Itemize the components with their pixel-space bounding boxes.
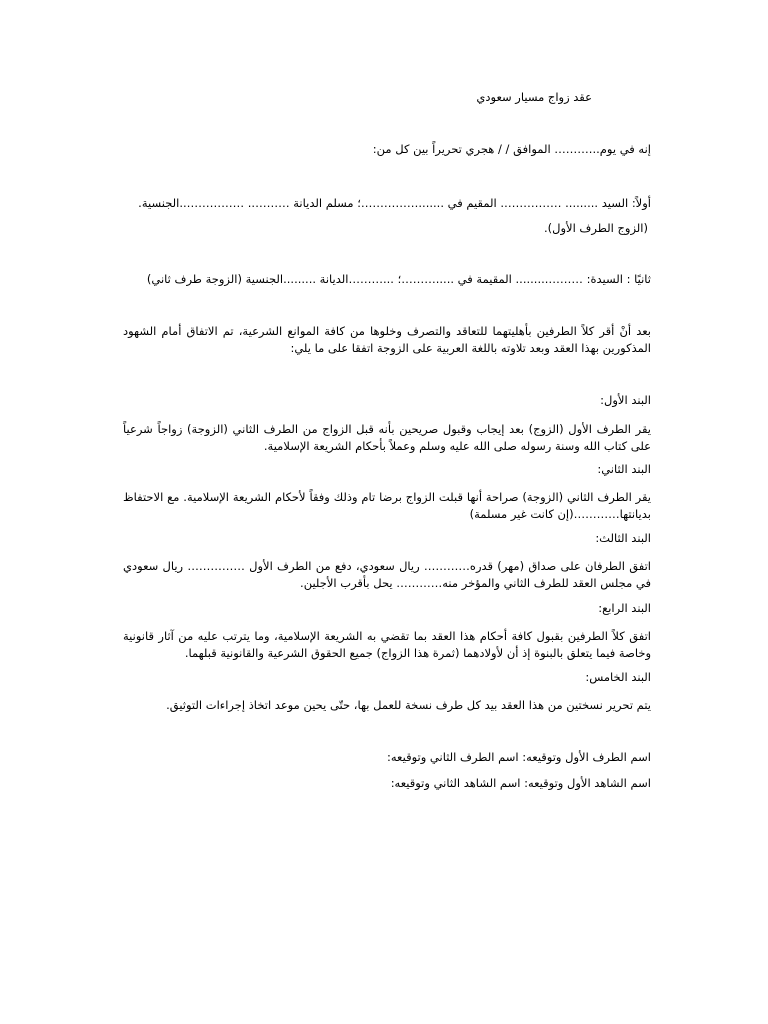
intro-paragraph: بعد أنْ أقر كلاً الطرفين بأهليتهما للتعاقد والتصرف وخلوها من كافة الموانع الشرعية، تم الاتفاق أمام الشهود المذكورين بهذا العقد وبعد تلاوته باللغة العربية على الزوجة اتفقا على ما يلي: — [123, 324, 651, 355]
date-line: إنه في يوم...……… الموافق / / هجري تحريراً بين كل من: — [372, 142, 651, 156]
first-party-role: (الزوج الطرف الأول). — [543, 221, 648, 235]
clause-text-1: يقر الطرف الأول (الزوج) بعد إيجاب وقبول صريحين بأنه قبل الزواج من الطرف الثاني (الزوجة) زواجاً شرعياً على كتاب الله وسنة رسوله صلى الله عليه وسلم وعملاً بأحكام الشريعة الإسلامية. — [123, 422, 651, 453]
clause-text-4: اتفق كلاً الطرفين بقبول كافة أحكام هذا العقد بما تقضي به الشريعة الإسلامية، وما يترتب عليه من آثار قانونية وخاصة فيما يتعلق بالبنوة إذ أن لأولادهما (ثمرة هذا الزواج) جميع الحقوق الشرعية والقانونية قبلهما. — [123, 629, 651, 660]
document-title: عقد زواج مسيار سعودي — [476, 90, 592, 104]
party-signatures-line: اسم الطرف الأول وتوقيعه: اسم الطرف الثاني وتوقيعه: — [387, 750, 651, 764]
second-party-line: ثانيًا : السيدة: ………......... المقيمة في .....………؛ ...………الديانة .........الجنسية (الزوجة طرف ثاني) — [146, 272, 651, 286]
clause-heading-5: البند الخامس: — [585, 670, 651, 684]
clause-heading-1: البند الأول: — [600, 393, 651, 407]
clause-heading-2: البند الثاني: — [597, 462, 651, 476]
clause-heading-4: البند الرابع: — [598, 601, 651, 615]
clause-text-2: يقر الطرف الثاني (الزوجة) صراحة أنها قبلت الزواج برضا تام وذلك وفقاً لأحكام الشريعة الإسلامية. مع الاحتفاظ بديانتها…………(إن كانت غير مسلمة) — [123, 490, 651, 521]
witness-signatures-line: اسم الشاهد الأول وتوقيعه: اسم الشاهد الثاني وتوقيعه: — [390, 776, 651, 790]
clause-text-3: اتفق الطرفان على صداق (مهر) قدره………… ريال سعودي، دفع من الطرف الأول …………… ريال سعودي في مجلس العقد للطرف الثاني والمؤخر منه………… يحل بأقرب الأجلين. — [123, 559, 651, 590]
clause-text-5: يتم تحرير نسختين من هذا العقد بيد كل طرف نسخة للعمل بها، حتّى يحين موعد اتخاذ إجراءات التوثيق. — [166, 698, 651, 712]
clause-heading-3: البند الثالث: — [595, 531, 651, 545]
first-party-line: أولاً: السيد ......... ……………. المقيم في .......……………؛ مسلم الديانة ……….. ……………..الجنسية. — [138, 196, 651, 210]
